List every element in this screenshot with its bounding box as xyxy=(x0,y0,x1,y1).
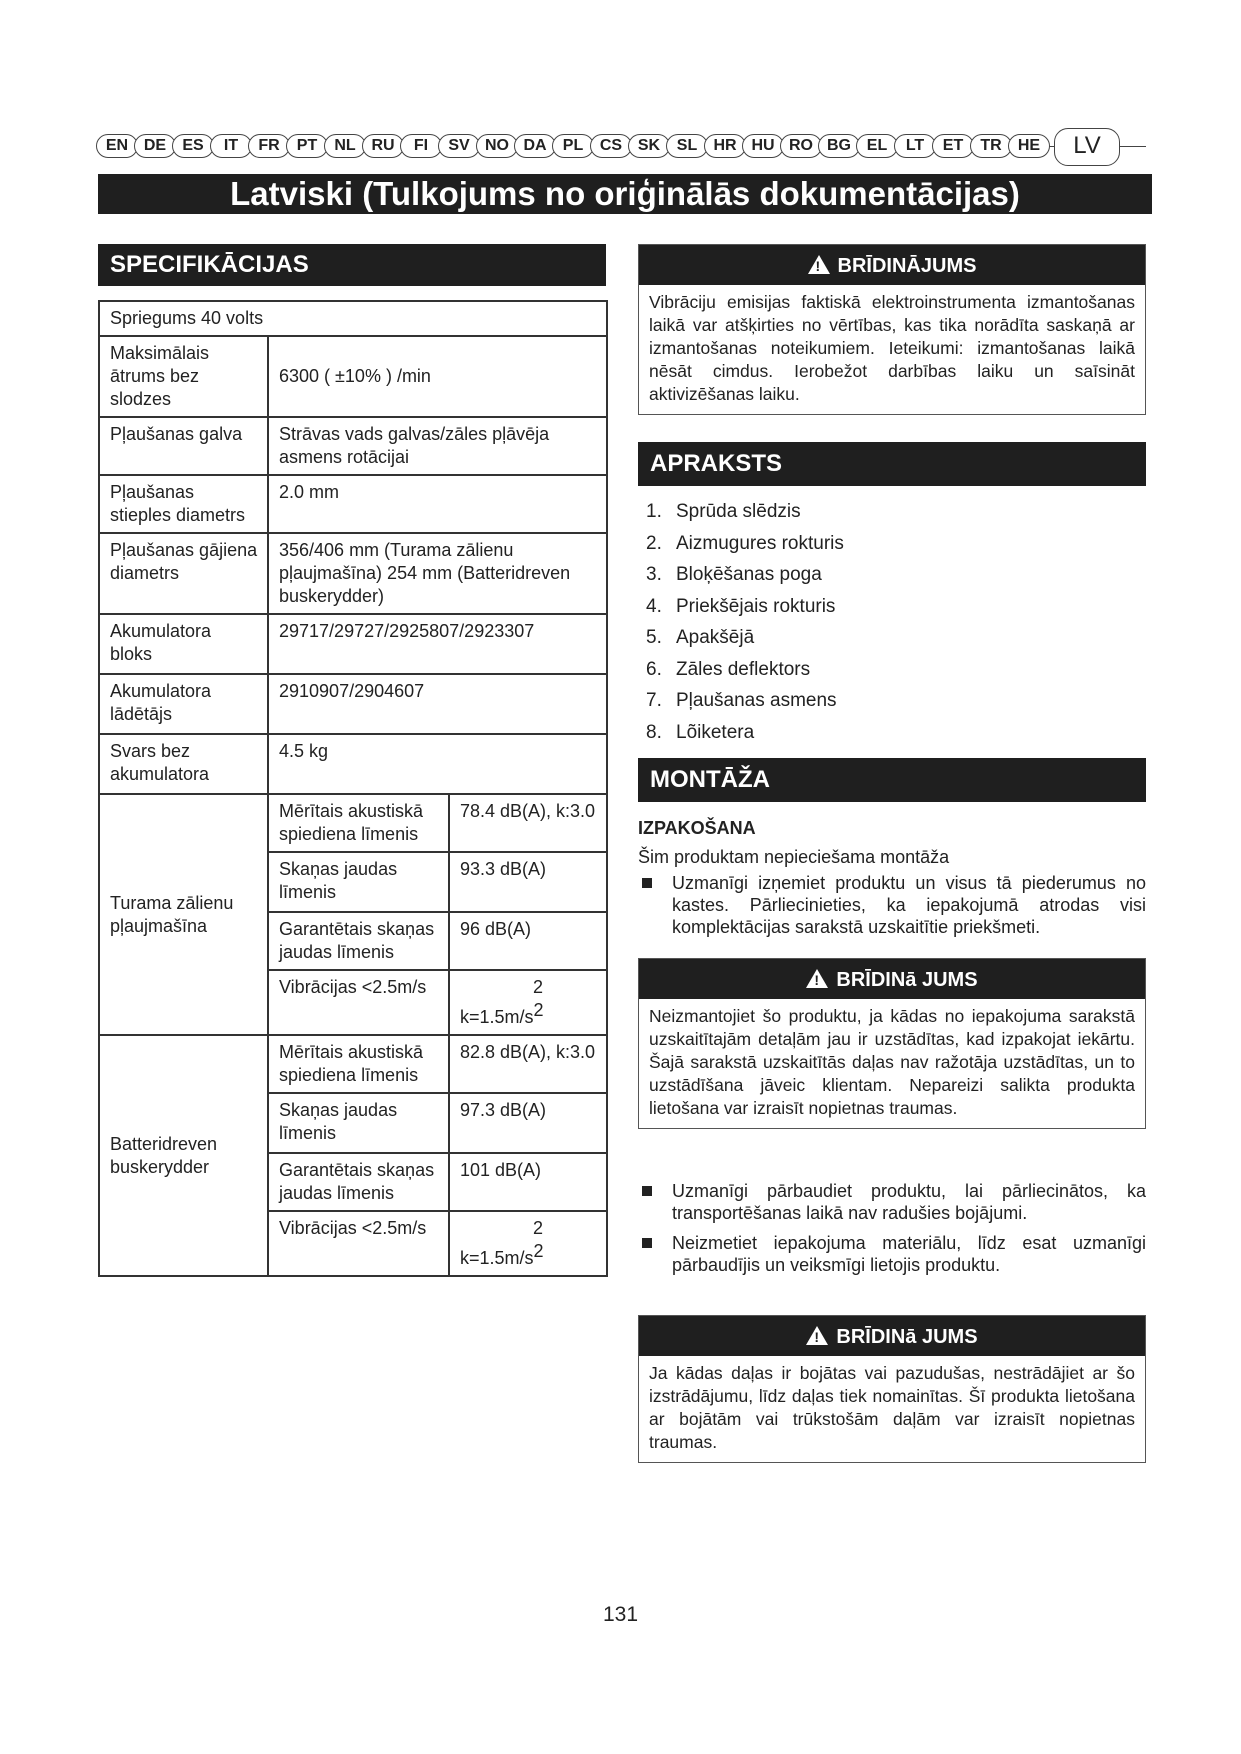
list-item xyxy=(646,559,1146,591)
table-row xyxy=(99,794,607,852)
lang-tab-fi[interactable]: FI xyxy=(400,134,442,158)
warning-heading-text: BRĪDINā JUMS xyxy=(836,969,978,991)
list-number: 5. xyxy=(646,627,662,648)
list-text: Sprūda slēdzis xyxy=(676,501,801,522)
list-text: Zāles deflektors xyxy=(676,658,811,680)
spec-value: 4.5 kg xyxy=(268,734,607,794)
spec-value: 93.3 dB(A) xyxy=(449,852,607,912)
warning-icon xyxy=(806,969,828,988)
warning-text: Neizmantojiet šo produktu, ja kādas no iepakojuma sarakstā uzskaitītajām detaļām jau ir uzstādītas, kad izpakojat iekārtu. Šajā sarakstā uzskaitītās daļas nav ražotāja uzstādītas, un to uzstādīšana jāveic klientam. Nepareizi salikta produkta lietošana var izraisīt nopietnas traumas. xyxy=(649,1006,1135,1118)
lang-tab-no[interactable]: NO xyxy=(476,134,518,158)
list-number: 1. xyxy=(646,501,662,522)
spec-value: 356/406 mm (Turama zālienu pļaujmašīna) 254 mm (Batteridreven buskerydder) xyxy=(268,533,607,614)
superscript: 2 xyxy=(533,1000,544,1020)
superscript: 2 xyxy=(533,1218,544,1238)
spec-label: Mērītais akustiskā spiediena līmenis xyxy=(268,1035,449,1093)
spec-value: Strāvas vads galvas/zāles pļāvēja asmens rotācijai xyxy=(268,417,607,475)
lang-tab-sv[interactable]: SV xyxy=(438,134,480,158)
table-row xyxy=(99,475,607,533)
spec-label: Pļaušanas stieples diametrs xyxy=(99,475,268,533)
list-text: Aizmugures rokturis xyxy=(676,532,844,554)
lang-tab-lv[interactable]: LV xyxy=(1054,128,1120,166)
lang-tab-hu[interactable]: HU xyxy=(742,134,784,158)
list-text: Priekšējais rokturis xyxy=(676,595,836,617)
list-text: Uzmanīgi izņemiet produktu un visus tā piederumus no kastes. Pārliecinieties, ka iepakojumā atrodas visi komplektācijas sarakstā uzskaitītie priekšmeti. xyxy=(672,873,1146,937)
spec-label: Pļaušanas galva xyxy=(99,417,268,475)
list-item xyxy=(646,528,1146,560)
table-row xyxy=(99,533,607,614)
lang-tab-da[interactable]: DA xyxy=(514,134,556,158)
table-row xyxy=(99,734,607,794)
lang-tab-bg[interactable]: BG xyxy=(818,134,860,158)
superscript: 2 xyxy=(533,977,544,997)
spec-value: 101 dB(A) xyxy=(449,1153,607,1211)
spec-value: 6300 ( ±10% ) /min xyxy=(268,336,607,417)
warning-heading-text: BRĪDINā JUMS xyxy=(836,1326,978,1348)
warning-box xyxy=(638,958,1146,1129)
specs-heading: SPECIFIKĀCIJAS xyxy=(98,244,606,286)
list-item xyxy=(646,654,1146,686)
list-number: 7. xyxy=(646,690,662,711)
unpacking-heading: IZPAKOŠANA xyxy=(638,818,756,838)
lang-tab-en[interactable]: EN xyxy=(96,134,138,158)
spec-value: 96 dB(A) xyxy=(449,912,607,970)
inspection-bullets xyxy=(638,1180,1146,1276)
warning-icon xyxy=(808,255,830,274)
list-item xyxy=(646,496,1146,528)
spec-label: Akumulatora lādētājs xyxy=(99,674,268,734)
list-item xyxy=(638,1180,1146,1224)
specs-table xyxy=(98,300,608,1277)
lang-tab-de[interactable]: DE xyxy=(134,134,176,158)
table-row xyxy=(99,301,607,336)
list-text: Bloķēšanas poga xyxy=(676,564,822,585)
page-number: 131 xyxy=(602,1603,639,1626)
page-title: Latviski (Tulkojums no oriģinālās dokumentācijas) xyxy=(98,174,1152,214)
list-text: Pļaušanas asmens xyxy=(676,690,837,711)
spec-value: 2.0 mm xyxy=(268,475,607,533)
group-name: Batteridreven buskerydder xyxy=(99,1035,268,1276)
bullet-square-icon xyxy=(642,878,652,888)
spec-label: Svars bez akumulatora xyxy=(99,734,268,794)
lang-tab-sl[interactable]: SL xyxy=(666,134,708,158)
lang-tab-ro[interactable]: RO xyxy=(780,134,822,158)
spec-value: 2910907/2904607 xyxy=(268,674,607,734)
lang-tab-et[interactable]: ET xyxy=(932,134,974,158)
lang-tab-hr[interactable]: HR xyxy=(704,134,746,158)
spec-voltage: Spriegums 40 volts xyxy=(99,301,607,336)
table-row xyxy=(99,417,607,475)
warning-heading xyxy=(639,245,1145,285)
spec-label: Vibrācijas <2.5m/s xyxy=(268,970,449,1035)
list-item xyxy=(646,717,1146,749)
bullet-square-icon xyxy=(642,1186,652,1196)
spec-value: 97.3 dB(A) xyxy=(449,1093,607,1153)
warning-heading xyxy=(639,1316,1145,1356)
lang-tab-pl[interactable]: PL xyxy=(552,134,594,158)
lang-tab-it[interactable]: IT xyxy=(210,134,252,158)
spec-label: Akumulatora bloks xyxy=(99,614,268,674)
list-item xyxy=(646,622,1146,654)
list-item xyxy=(646,685,1146,717)
list-number: 3. xyxy=(646,564,662,585)
assembly-heading: MONTĀŽA xyxy=(638,758,1146,802)
warning-icon xyxy=(806,1326,828,1345)
lang-tab-fr[interactable]: FR xyxy=(248,134,290,158)
list-number: 8. xyxy=(646,721,662,743)
lang-tab-sk[interactable]: SK xyxy=(628,134,670,158)
description-list xyxy=(646,496,1146,748)
lang-tab-ru[interactable]: RU xyxy=(362,134,404,158)
lang-tab-es[interactable]: ES xyxy=(172,134,214,158)
list-item xyxy=(638,1232,1146,1276)
lang-tab-pt[interactable]: PT xyxy=(286,134,328,158)
lang-tab-tr[interactable]: TR xyxy=(970,134,1012,158)
spec-value xyxy=(449,1211,607,1276)
lang-tab-he[interactable]: HE xyxy=(1008,134,1050,158)
lang-tab-cs[interactable]: CS xyxy=(590,134,632,158)
table-row xyxy=(99,674,607,734)
list-item xyxy=(646,591,1146,623)
spec-value xyxy=(449,970,607,1035)
spec-label: Vibrācijas <2.5m/s xyxy=(268,1211,449,1276)
assembly-intro: Šim produktam nepieciešama montāža xyxy=(638,847,950,867)
warning-heading xyxy=(639,959,1145,999)
list-item xyxy=(638,872,1146,938)
lang-tab-nl[interactable]: NL xyxy=(324,134,366,158)
list-number: 2. xyxy=(646,532,662,554)
table-row xyxy=(99,1035,607,1093)
assembly-bullets xyxy=(638,872,1146,938)
warning-text: Vibrāciju emisijas faktiskā elektroinstrumenta izmantošanas laikā var atšķirties no vērtības, kas tika norādīta saskaņā ar izmantošanas noteikumiem. Ieteikumi: izmantošanas laikā nēsāt cimdus. Ierobežot darbības laiku un saīsināt aktivizēšanas laiku. xyxy=(649,292,1135,404)
spec-label: Mērītais akustiskā spiediena līmenis xyxy=(268,794,449,852)
table-row xyxy=(99,336,607,417)
list-text: Neizmetiet iepakojuma materiālu, līdz esat uzmanīgi pārbaudījis un veiksmīgi lietojis produktu. xyxy=(672,1233,1146,1275)
spec-label: Garantētais skaņas jaudas līmenis xyxy=(268,912,449,970)
list-text: Uzmanīgi pārbaudiet produktu, lai pārliecinātos, ka transportēšanas laikā nav radušies bojājumi. xyxy=(672,1181,1146,1223)
superscript: 2 xyxy=(533,1241,544,1261)
spec-value: 78.4 dB(A), k:3.0 xyxy=(449,794,607,852)
language-tabs xyxy=(96,130,1156,164)
list-number: 4. xyxy=(646,595,662,617)
lang-tab-el[interactable]: EL xyxy=(856,134,898,158)
list-text: Apakšējā xyxy=(676,627,755,648)
bullet-square-icon xyxy=(642,1238,652,1248)
spec-value: 29717/29727/2925807/2923307 xyxy=(268,614,607,674)
warning-text: Ja kādas daļas ir bojātas vai pazudušas, nestrādājiet ar šo izstrādājumu, līdz daļas tiek nomainītas. Šī produkta lietošana ar bojātām vai trūkstošām daļām var izraisīt nopietnas traumas. xyxy=(649,1363,1135,1452)
list-number: 6. xyxy=(646,658,662,680)
vibration-value: k=1.5m/s xyxy=(460,1248,534,1268)
spec-label: Garantētais skaņas jaudas līmenis xyxy=(268,1153,449,1211)
description-heading: APRAKSTS xyxy=(638,442,1146,486)
list-text: Lõiketera xyxy=(676,721,755,743)
lang-tab-lt[interactable]: LT xyxy=(894,134,936,158)
spec-value: 82.8 dB(A), k:3.0 xyxy=(449,1035,607,1093)
warning-box xyxy=(638,1315,1146,1463)
spec-label: Skaņas jaudas līmenis xyxy=(268,1093,449,1153)
spec-label: Skaņas jaudas līmenis xyxy=(268,852,449,912)
group-name: Turama zālienu pļaujmašīna xyxy=(99,794,268,1035)
spec-label: Pļaušanas gājiena diametrs xyxy=(99,533,268,614)
warning-heading-text: BRĪDINĀJUMS xyxy=(837,255,977,277)
vibration-value: k=1.5m/s xyxy=(460,1007,534,1027)
table-row xyxy=(99,614,607,674)
spec-label: Maksimālais ātrums bez slodzes xyxy=(99,336,268,417)
warning-box xyxy=(638,244,1146,415)
